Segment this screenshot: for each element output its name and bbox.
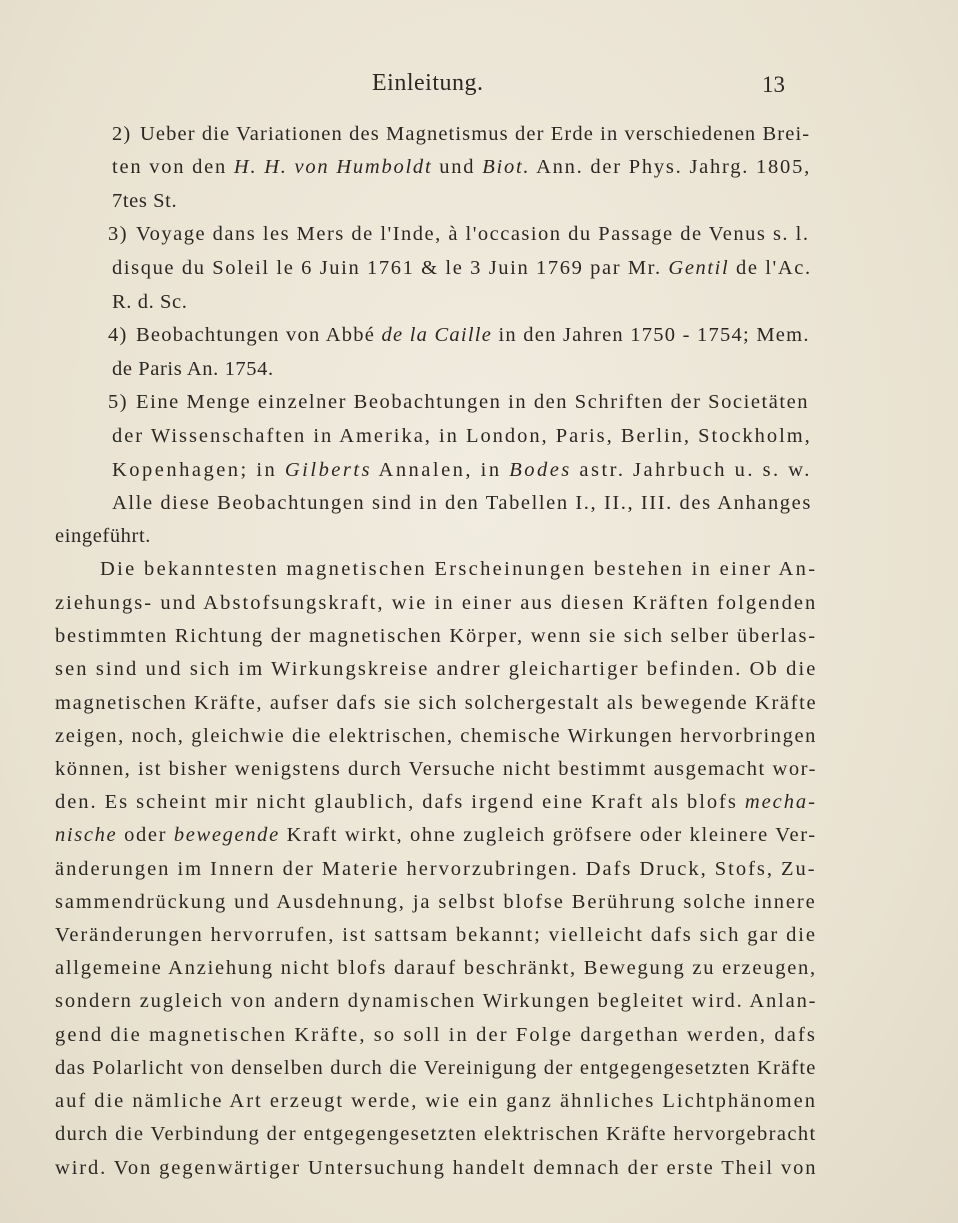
- footnote-number: 5): [108, 391, 129, 413]
- page-number: 13: [762, 72, 785, 97]
- text-run: sammendrückung und Ausdehnung, ja selbst blofse Berührung solche innere: [55, 891, 817, 913]
- text-run: änderungen im Innern der Materie hervorzubringen. Dafs Druck, Stofs, Zu-: [55, 858, 817, 880]
- text-run: und: [432, 156, 483, 178]
- footnote-line: [108, 222, 809, 246]
- body-text-line: [100, 557, 817, 581]
- footnote-number: 4): [108, 324, 128, 346]
- footnote-line: [55, 524, 151, 548]
- text-run: Annalen, in: [372, 459, 510, 481]
- text-run: ziehungs- und Abstofsungskraft, wie in einer aus diesen Kräften folgenden: [55, 592, 818, 614]
- text-run: astr. Jahrbuch u. s. w.: [571, 459, 812, 481]
- footnote-line: [112, 290, 187, 314]
- footnote-line: [112, 189, 177, 213]
- text-run: magnetischen Kräfte, aufser dafs sie sich solchergestalt als bewegende Kräfte: [55, 692, 818, 714]
- text-run: der Wissenschaften in Amerika, in London, Paris, Berlin, Stockholm,: [112, 425, 812, 447]
- footnote-number: 2): [112, 123, 132, 145]
- body-text-line: [55, 1056, 817, 1080]
- text-run: bestimmten Richtung der magnetischen Körper, wenn sie sich selber überlas-: [55, 625, 817, 647]
- body-text-line: [55, 1089, 817, 1113]
- body-text-line: [55, 657, 817, 681]
- text-run: Eine Menge einzelner Beobachtungen in den Schriften der Societäten: [136, 391, 810, 413]
- chapter-title: Einleitung.: [372, 70, 484, 96]
- footnote-line: [112, 357, 274, 381]
- body-text-line: [55, 790, 817, 814]
- text-run: wird. Von gegenwärtiger Untersuchung handelt demnach der erste Theil von: [55, 1157, 818, 1179]
- footnote-line: [112, 458, 812, 482]
- body-text-line: [55, 1122, 817, 1146]
- italic-text: bewegende: [173, 824, 280, 846]
- text-run: gend die magnetischen Kräfte, so soll in der Folge dargethan werden, dafs: [55, 1024, 817, 1046]
- text-run: sen sind und sich im Wirkungskreise andrer gleichartiger befinden. Ob die: [55, 658, 818, 680]
- text-run: auf die nämliche Art erzeugt werde, wie ein ganz ähnliches Lichtphänomen: [55, 1090, 817, 1112]
- body-text-line: [55, 757, 817, 781]
- text-run: in den Jahren 1750 - 1754; Mem.: [492, 324, 810, 346]
- text-run: ten von den: [112, 156, 234, 178]
- body-text-line: [55, 823, 817, 847]
- text-run: Veränderungen hervorrufen, ist sattsam bekannt; vielleicht dafs sich gar die: [55, 924, 817, 946]
- body-text-line: [55, 956, 817, 980]
- text-run: das Polarlicht von denselben durch die Vereinigung der entgegengesetzten Kräfte: [55, 1057, 817, 1079]
- footnote-line: [112, 491, 812, 515]
- italic-text: Biot.: [482, 156, 531, 178]
- text-run: de Paris An. 1754.: [112, 358, 274, 380]
- body-text-line: [55, 591, 817, 615]
- body-text-line: [55, 1156, 817, 1180]
- text-run: 7tes St.: [112, 190, 178, 212]
- text-run: oder: [117, 824, 174, 846]
- italic-text: Gilberts: [284, 459, 373, 481]
- running-head: [0, 70, 958, 100]
- text-run: R. d. Sc.: [112, 291, 188, 313]
- text-run: eingeführt.: [55, 525, 151, 547]
- footnote-line: [108, 323, 810, 347]
- text-run: Ueber die Variationen des Magnetismus der Erde in verschiedenen Brei-: [140, 123, 811, 145]
- footnote-number: 3): [108, 223, 129, 245]
- body-text-line: [55, 691, 817, 715]
- text-run: zeigen, noch, gleichwie die elektrischen, chemische Wirkungen hervorbringen: [55, 725, 818, 747]
- text-run: Kopenhagen; in: [112, 459, 285, 481]
- footnote-line: [112, 424, 812, 448]
- text-run: Kraft wirkt, ohne zugleich gröfsere oder kleinere Ver-: [279, 824, 817, 846]
- body-text-line: [55, 1023, 817, 1047]
- body-text-line: [55, 624, 817, 648]
- text-run: Alle diese Beobachtungen sind in den Tabellen I., II., III. des Anhanges: [112, 492, 812, 514]
- text-run: Die bekanntesten magnetischen Erscheinungen bestehen in einer An-: [100, 558, 818, 580]
- body-text-line: [55, 923, 817, 947]
- footnote-line: [112, 122, 810, 146]
- italic-text: mecha-: [744, 791, 817, 813]
- text-run: können, ist bisher wenigstens durch Versuche nicht bestimmt ausgemacht wor-: [55, 758, 817, 780]
- body-text-line: [55, 724, 817, 748]
- text-run: den. Es scheint mir nicht glaublich, dafs irgend eine Kraft als blofs: [55, 791, 745, 813]
- footnote-line: [112, 155, 811, 179]
- text-run: durch die Verbindung der entgegengesetzten elektrischen Kräfte hervorgebracht: [55, 1123, 817, 1145]
- italic-text: H. H. von Humboldt: [233, 156, 433, 178]
- body-text-line: [55, 989, 817, 1013]
- text-run: de l'Ac.: [729, 257, 812, 279]
- text-run: disque du Soleil le 6 Juin 1761 & le 3 Juin 1769 par Mr.: [112, 257, 669, 279]
- italic-text: de la Caille: [381, 324, 493, 346]
- footnote-line: [112, 256, 812, 280]
- body-text-line: [55, 857, 817, 881]
- italic-text: Bodes: [509, 459, 572, 481]
- body-text-line: [55, 890, 817, 914]
- text-run: allgemeine Anziehung nicht blofs darauf beschränkt, Bewegung zu erzeugen,: [55, 957, 817, 979]
- italic-text: Gentil: [668, 257, 730, 279]
- text-run: Voyage dans les Mers de l'Inde, à l'occasion du Passage de Venus s. l.: [136, 223, 810, 245]
- footnote-line: [108, 390, 809, 414]
- text-run: Ann. der Phys. Jahrg. 1805,: [530, 156, 811, 178]
- italic-text: nische: [55, 824, 118, 846]
- text-run: Beobachtungen von Abbé: [136, 324, 382, 346]
- text-run: sondern zugleich von andern dynamischen Wirkungen begleitet wird. Anlan-: [55, 990, 818, 1012]
